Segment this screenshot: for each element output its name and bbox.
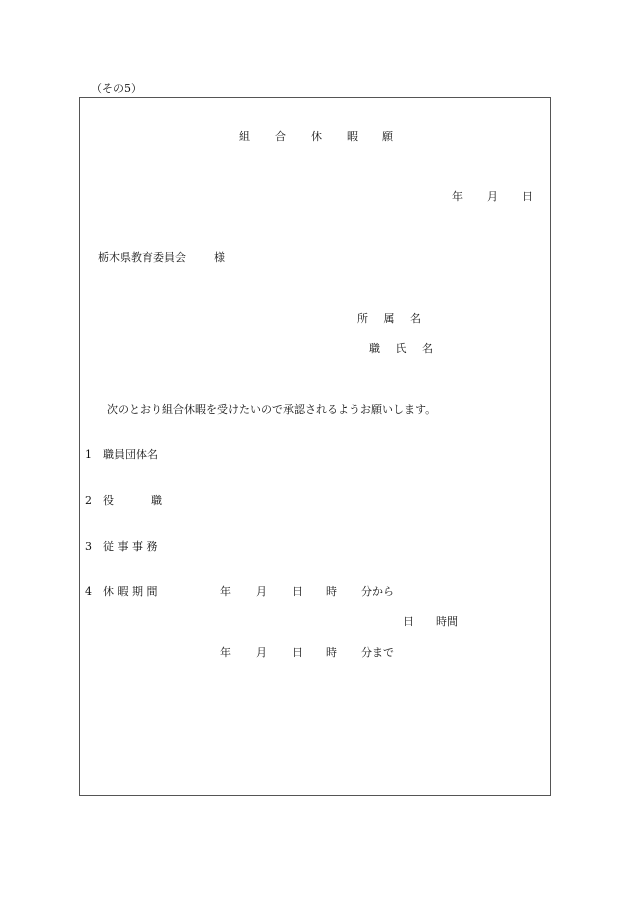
item-3-label: 従 事 事 務 xyxy=(103,540,158,553)
form-number: （その5） xyxy=(91,82,142,95)
item-2-number: 2 xyxy=(85,494,92,507)
position-name-label: 職 氏 名 xyxy=(369,342,439,355)
date-month: 月 xyxy=(487,190,498,203)
title-char-4: 暇 xyxy=(347,130,358,143)
duration-days: 日 xyxy=(403,615,414,628)
to-day: 日 xyxy=(292,646,303,659)
from-minute: 分から xyxy=(361,585,394,598)
addressee-honorific: 様 xyxy=(214,251,225,264)
title-char-1: 組 xyxy=(239,130,250,143)
request-text: 次のとおり組合休暇を受けたいので承認されるようお願いします。 xyxy=(107,403,437,416)
item-4-number: 4 xyxy=(85,585,92,598)
from-day: 日 xyxy=(292,585,303,598)
item-4-label: 休 暇 期 間 xyxy=(103,585,158,598)
date-year: 年 xyxy=(452,190,463,203)
to-hour: 時 xyxy=(326,646,337,659)
to-minute: 分まで xyxy=(361,646,394,659)
to-month: 月 xyxy=(256,646,267,659)
date-day: 日 xyxy=(522,190,533,203)
from-hour: 時 xyxy=(326,585,337,598)
to-year: 年 xyxy=(220,646,231,659)
affiliation-label: 所 属 名 xyxy=(357,312,427,325)
from-year: 年 xyxy=(220,585,231,598)
duration-hours: 時間 xyxy=(436,615,458,628)
title-char-5: 願 xyxy=(382,130,393,143)
item-1-number: 1 xyxy=(85,448,92,461)
form-frame xyxy=(79,97,551,796)
from-month: 月 xyxy=(256,585,267,598)
title-char-2: 合 xyxy=(275,130,286,143)
item-3-number: 3 xyxy=(85,540,92,553)
item-2-label: 役 職 xyxy=(103,494,167,507)
item-1-label: 職員団体名 xyxy=(103,448,158,461)
addressee-name: 栃木県教育委員会 xyxy=(98,251,186,264)
title-char-3: 休 xyxy=(311,130,322,143)
